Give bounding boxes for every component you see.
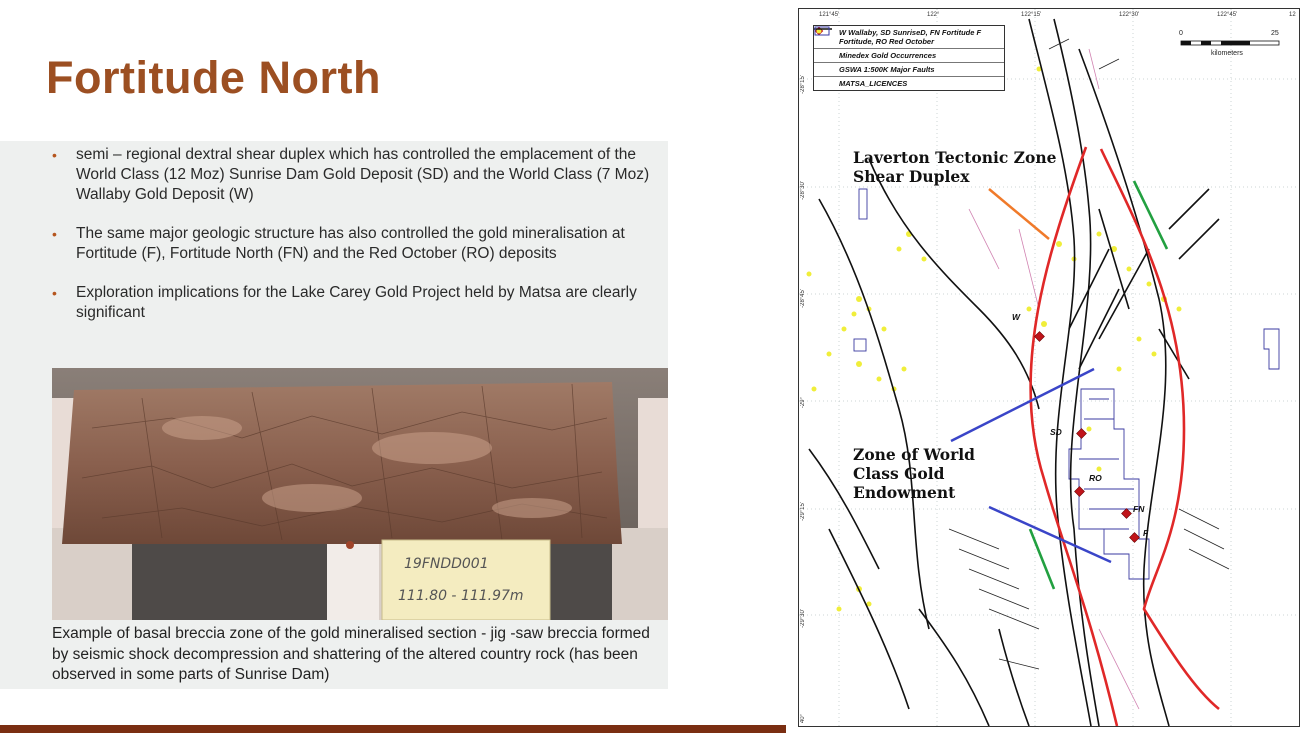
bullet-marker: • bbox=[52, 226, 57, 242]
zone-label bbox=[853, 445, 975, 502]
deposit-label-fn: FN bbox=[1133, 504, 1145, 514]
core-label-depth: 111.80 - 111.97m bbox=[398, 588, 524, 604]
legend-row-faults bbox=[814, 63, 1004, 77]
legend-row-deposits bbox=[814, 26, 1004, 49]
zone-label-line: Endowment bbox=[853, 483, 956, 502]
bullet-item bbox=[52, 145, 662, 205]
geology-map bbox=[798, 8, 1300, 727]
deposit-marker-ro bbox=[1075, 487, 1085, 497]
legend-deposits-text: W Wallaby, SD SunriseD, FN Fortitude F Fortitude, RO Red October bbox=[839, 28, 982, 46]
map-canvas bbox=[799, 9, 1299, 726]
deposit-marker-w bbox=[1035, 332, 1045, 342]
footer-bar bbox=[0, 725, 786, 733]
bullet-text: The same major geologic structure has also controlled the gold mineralisation at Fortitude (F), Fortitude North (FN) and the Red October (RO) deposits bbox=[76, 225, 625, 262]
zone-label-line: Class Gold bbox=[853, 464, 945, 483]
legend-row-occurrences bbox=[814, 49, 1004, 63]
map-legend bbox=[813, 25, 1005, 91]
deposit-label-f: F bbox=[1143, 528, 1149, 538]
deposit-marker-sd bbox=[1077, 429, 1087, 439]
core-label-hole: 19FNDD001 bbox=[404, 556, 489, 572]
bullet-text: Exploration implications for the Lake Carey Gold Project held by Matsa are clearly significant bbox=[76, 284, 637, 321]
bullet-marker: • bbox=[52, 285, 57, 301]
lat-tick: -29° bbox=[800, 397, 806, 409]
major-faults bbox=[809, 19, 1219, 726]
lon-tick: 122°30' bbox=[1119, 12, 1140, 18]
deposit-label-w: W bbox=[1012, 312, 1021, 322]
deposit-marker-fn bbox=[1122, 509, 1132, 519]
lon-tick: 122°15' bbox=[1021, 12, 1042, 18]
scale-end: 25 bbox=[1271, 30, 1279, 37]
bullet-item bbox=[52, 283, 662, 323]
lon-tick: 122°45' bbox=[1217, 12, 1238, 18]
drill-core-image bbox=[52, 368, 668, 620]
bullet-text: semi – regional dextral shear duplex which has controlled the emplacement of the World Class (12 Moz) Sunrise Dam Gold Deposit (SD) and the World Class (7 Moz) Wallaby Gold Deposit (W) bbox=[76, 146, 650, 203]
lon-tick: 122° bbox=[927, 12, 940, 18]
lon-tick: 12 bbox=[1289, 12, 1296, 18]
photo-caption: Example of basal breccia zone of the gold mineralised section - jig -saw breccia formed by seismic shock decompression and shattering of the altered country rock (has been observed in some parts of Sunrise Dam) bbox=[52, 625, 650, 683]
laverton-arrow bbox=[989, 189, 1049, 239]
bullet-list bbox=[52, 145, 662, 342]
scale-start: 0 bbox=[1179, 30, 1183, 37]
legend-licences-text: MATSA_LICENCES bbox=[839, 79, 908, 88]
deposit-label-sd: SD bbox=[1050, 427, 1062, 437]
legend-row-licences bbox=[814, 77, 1004, 90]
page-title: Fortitude North bbox=[46, 52, 381, 103]
lat-tick: -28°30' bbox=[800, 181, 806, 200]
laverton-label-line: Laverton Tectonic Zone bbox=[853, 148, 1057, 167]
lat-tick: -29°30' bbox=[800, 609, 806, 628]
drill-core-photo bbox=[52, 368, 668, 620]
laverton-label-line: Shear Duplex bbox=[853, 167, 970, 186]
legend-occurrences-text: Minedex Gold Occurrences bbox=[839, 51, 937, 60]
scale-unit: kilometers bbox=[1211, 50, 1243, 57]
bullet-item bbox=[52, 224, 662, 264]
lat-tick: -28°15' bbox=[800, 75, 806, 94]
bullet-marker: • bbox=[52, 147, 57, 163]
legend-faults-text: GSWA 1:500K Major Faults bbox=[839, 65, 935, 74]
minor-faults bbox=[949, 39, 1229, 669]
lat-tick: -28°45' bbox=[800, 289, 806, 308]
laverton-label bbox=[853, 148, 1056, 186]
deposit-label-ro: RO bbox=[1089, 473, 1102, 483]
zone-label-line: Zone of World bbox=[853, 445, 975, 464]
lat-tick: 40° bbox=[800, 714, 806, 724]
deposit-marker-f bbox=[1130, 533, 1140, 543]
lat-tick: -29°15' bbox=[800, 502, 806, 521]
scale-bar bbox=[1181, 41, 1279, 45]
graticule bbox=[799, 9, 1299, 726]
lon-tick: 121°45' bbox=[819, 12, 840, 18]
